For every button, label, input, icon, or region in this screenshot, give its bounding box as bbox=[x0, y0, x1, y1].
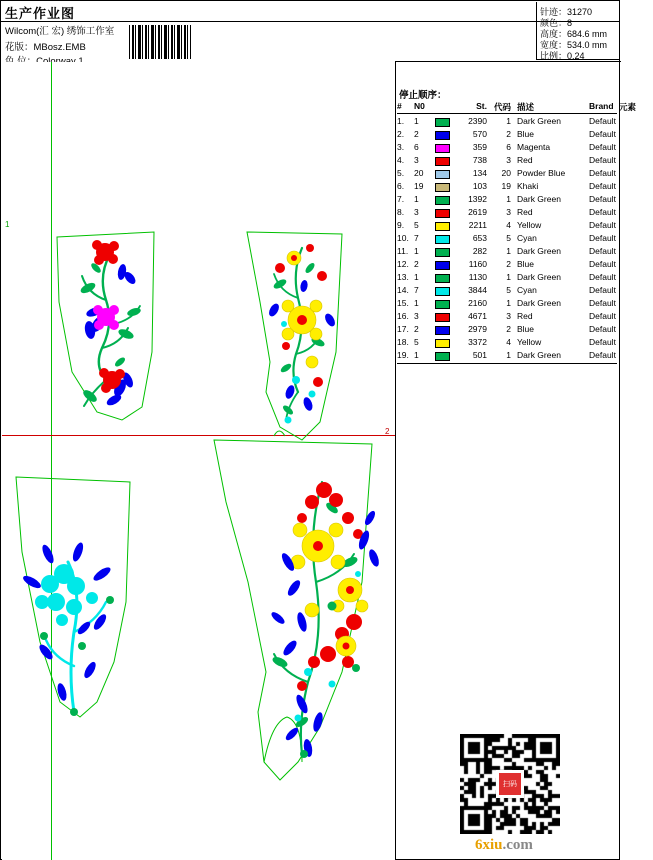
design-file-row bbox=[5, 39, 86, 53]
table-row[interactable] bbox=[397, 324, 619, 337]
color-swatch bbox=[435, 144, 450, 153]
row-no: 5 bbox=[414, 337, 419, 347]
row-no: 7 bbox=[414, 285, 419, 295]
color-swatch bbox=[435, 183, 450, 192]
row-index: 3. bbox=[397, 142, 405, 152]
row-code: 1 bbox=[506, 116, 511, 126]
row-code: 5 bbox=[506, 285, 511, 295]
row-index: 13. bbox=[397, 272, 409, 282]
color-swatch bbox=[435, 235, 450, 244]
row-description: Blue bbox=[517, 324, 535, 334]
row-code: 3 bbox=[506, 207, 511, 217]
stop-list-rows bbox=[397, 116, 619, 363]
header-description: 描述 bbox=[517, 102, 535, 112]
row-index: 16. bbox=[397, 311, 409, 321]
row-stitches: 501 bbox=[472, 350, 487, 360]
row-index: 8. bbox=[397, 207, 405, 217]
row-brand: Default bbox=[589, 194, 616, 204]
row-index: 17. bbox=[397, 324, 409, 334]
meta-scale-label: 比例： bbox=[540, 51, 568, 61]
meta-height-value: 684.6 mm bbox=[567, 29, 608, 39]
row-stitches: 570 bbox=[472, 129, 487, 139]
row-description: Khaki bbox=[517, 181, 539, 191]
row-stitches: 738 bbox=[472, 155, 487, 165]
meta-height-label: 高度： bbox=[540, 29, 568, 39]
row-stitches: 4671 bbox=[468, 311, 487, 321]
row-code: 1 bbox=[506, 272, 511, 282]
page-title: 生产作业图 bbox=[5, 6, 76, 21]
row-no: 1 bbox=[414, 194, 419, 204]
row-index: 10. bbox=[397, 233, 409, 243]
table-row[interactable] bbox=[397, 311, 619, 324]
color-swatch bbox=[435, 131, 450, 140]
list-bottom-divider bbox=[397, 363, 617, 364]
row-stitches: 103 bbox=[472, 181, 487, 191]
color-swatch bbox=[435, 222, 450, 231]
row-description: Red bbox=[517, 155, 533, 165]
color-swatch bbox=[435, 339, 450, 348]
row-brand: Default bbox=[589, 142, 616, 152]
row-stitches: 1160 bbox=[468, 259, 487, 269]
row-description: Dark Green bbox=[517, 116, 561, 126]
qr-center-badge bbox=[496, 770, 524, 798]
row-index: 14. bbox=[397, 285, 409, 295]
row-no: 1 bbox=[414, 116, 419, 126]
stop-sequence-title: 停止顺序： bbox=[399, 90, 447, 101]
row-description: Yellow bbox=[517, 220, 542, 230]
row-no: 1 bbox=[414, 246, 419, 256]
row-description: Red bbox=[517, 311, 533, 321]
color-swatch bbox=[435, 209, 450, 218]
row-brand: Default bbox=[589, 168, 616, 178]
row-code: 6 bbox=[506, 142, 511, 152]
color-swatch bbox=[435, 352, 450, 361]
row-description: Dark Green bbox=[517, 246, 561, 256]
row-code: 2 bbox=[506, 129, 511, 139]
row-description: Red bbox=[517, 207, 533, 217]
row-code: 2 bbox=[506, 259, 511, 269]
row-index: 11. bbox=[397, 246, 409, 256]
row-index: 2. bbox=[397, 129, 405, 139]
row-stitches: 3844 bbox=[468, 285, 487, 295]
row-no: 1 bbox=[414, 298, 419, 308]
row-description: Dark Green bbox=[517, 272, 561, 282]
row-index: 1. bbox=[397, 116, 405, 126]
list-top-divider bbox=[395, 61, 621, 62]
row-code: 1 bbox=[506, 246, 511, 256]
row-description: Magenta bbox=[517, 142, 551, 152]
row-brand: Default bbox=[589, 259, 616, 269]
table-row[interactable] bbox=[397, 207, 619, 220]
table-row[interactable] bbox=[397, 168, 619, 181]
row-stitches: 359 bbox=[472, 142, 487, 152]
table-row[interactable] bbox=[397, 194, 619, 207]
row-description: Blue bbox=[517, 259, 535, 269]
table-row[interactable] bbox=[397, 220, 619, 233]
row-stitches: 2160 bbox=[468, 298, 487, 308]
row-brand: Default bbox=[589, 246, 616, 256]
row-code: 20 bbox=[501, 168, 511, 178]
row-description: Dark Green bbox=[517, 194, 561, 204]
row-stitches: 1392 bbox=[468, 194, 487, 204]
row-stitches: 3372 bbox=[468, 337, 487, 347]
row-index: 7. bbox=[397, 194, 405, 204]
row-code: 4 bbox=[506, 220, 511, 230]
row-brand: Default bbox=[589, 181, 616, 191]
axis-label-2: 2 bbox=[385, 427, 390, 436]
header-code: 代码 bbox=[493, 102, 511, 112]
color-swatch bbox=[435, 157, 450, 166]
row-code: 19 bbox=[501, 181, 511, 191]
row-brand: Default bbox=[589, 116, 616, 126]
table-row[interactable] bbox=[397, 285, 619, 298]
row-brand: Default bbox=[589, 129, 616, 139]
row-code: 1 bbox=[506, 350, 511, 360]
row-index: 19. bbox=[397, 350, 409, 360]
table-row[interactable] bbox=[397, 298, 619, 311]
design-canvas[interactable] bbox=[2, 62, 395, 860]
table-row[interactable] bbox=[397, 259, 619, 272]
row-code: 1 bbox=[506, 298, 511, 308]
row-description: Blue bbox=[517, 129, 535, 139]
header-no: N0 bbox=[414, 101, 425, 111]
header-index: # bbox=[397, 101, 402, 111]
row-code: 5 bbox=[506, 233, 511, 243]
table-row[interactable] bbox=[397, 350, 619, 363]
meta-width-value: 534.0 mm bbox=[567, 40, 608, 50]
row-description: Cyan bbox=[517, 233, 537, 243]
row-brand: Default bbox=[589, 220, 616, 230]
color-swatch bbox=[435, 261, 450, 270]
row-stitches: 1130 bbox=[468, 272, 487, 282]
company-name: Wilcom(汇 宏) 绣饰工作室 bbox=[5, 26, 115, 37]
panel-divider bbox=[395, 61, 396, 860]
list-header-divider bbox=[397, 113, 617, 114]
row-no: 3 bbox=[414, 311, 419, 321]
row-brand: Default bbox=[589, 337, 616, 347]
row-code: 4 bbox=[506, 337, 511, 347]
embroidery-artwork bbox=[2, 62, 395, 860]
color-swatch bbox=[435, 300, 450, 309]
row-brand: Default bbox=[589, 285, 616, 295]
row-stitches: 282 bbox=[472, 246, 487, 256]
color-swatch bbox=[435, 274, 450, 283]
row-no: 2 bbox=[414, 129, 419, 139]
row-index: 15. bbox=[397, 298, 409, 308]
row-no: 3 bbox=[414, 155, 419, 165]
table-row[interactable] bbox=[397, 272, 619, 285]
table-row[interactable] bbox=[397, 142, 619, 155]
barcode-icon bbox=[129, 25, 191, 59]
meta-stitches-value: 31270 bbox=[567, 7, 593, 17]
row-brand: Default bbox=[589, 207, 616, 217]
qr-center-text: 扫码 bbox=[499, 773, 521, 795]
color-swatch bbox=[435, 118, 450, 127]
row-description: Cyan bbox=[517, 285, 537, 295]
header-vertical-divider bbox=[536, 2, 537, 59]
row-no: 2 bbox=[414, 324, 419, 334]
row-code: 3 bbox=[506, 311, 511, 321]
row-no: 7 bbox=[414, 233, 419, 243]
row-description: Dark Green bbox=[517, 350, 561, 360]
row-stitches: 2619 bbox=[468, 207, 487, 217]
row-brand: Default bbox=[589, 324, 616, 334]
color-swatch bbox=[435, 326, 450, 335]
row-stitches: 2211 bbox=[468, 220, 487, 230]
row-stitches: 2979 bbox=[468, 324, 487, 334]
row-brand: Default bbox=[589, 350, 616, 360]
header-extra: 元素 bbox=[619, 102, 637, 112]
meta-stitches-label: 针迹： bbox=[540, 7, 568, 17]
table-row[interactable] bbox=[397, 246, 619, 259]
table-row[interactable] bbox=[397, 155, 619, 168]
row-no: 3 bbox=[414, 207, 419, 217]
color-swatch bbox=[435, 313, 450, 322]
row-code: 2 bbox=[506, 324, 511, 334]
row-stitches: 2390 bbox=[468, 116, 487, 126]
row-index: 9. bbox=[397, 220, 405, 230]
color-swatch bbox=[435, 170, 450, 179]
watermark-brand: 6xiu bbox=[475, 837, 503, 853]
row-no: 5 bbox=[414, 220, 419, 230]
meta-colors-value: 8 bbox=[567, 18, 573, 28]
header-divider bbox=[1, 21, 619, 22]
watermark-domain: .com bbox=[502, 837, 533, 853]
row-index: 5. bbox=[397, 168, 405, 178]
row-brand: Default bbox=[589, 155, 616, 165]
row-code: 1 bbox=[506, 194, 511, 204]
row-no: 2 bbox=[414, 259, 419, 269]
axis-label-1: 1 bbox=[5, 220, 10, 229]
header-brand: Brand bbox=[589, 101, 614, 111]
row-no: 1 bbox=[414, 272, 419, 282]
row-no: 1 bbox=[414, 350, 419, 360]
meta-width-label: 宽度： bbox=[540, 40, 568, 50]
row-no: 20 bbox=[414, 168, 424, 178]
row-stitches: 134 bbox=[472, 168, 487, 178]
meta-colors-label: 颜色： bbox=[540, 18, 568, 28]
meta-scale-value: 0.24 bbox=[567, 51, 585, 61]
row-no: 6 bbox=[414, 142, 419, 152]
row-brand: Default bbox=[589, 233, 616, 243]
row-index: 12. bbox=[397, 259, 409, 269]
row-description: Dark Green bbox=[517, 298, 561, 308]
row-brand: Default bbox=[589, 298, 616, 308]
row-no: 19 bbox=[414, 181, 424, 191]
table-row[interactable] bbox=[397, 129, 619, 142]
color-swatch bbox=[435, 248, 450, 257]
row-description: Powder Blue bbox=[517, 168, 566, 178]
qr-code[interactable] bbox=[460, 734, 560, 834]
table-row[interactable] bbox=[397, 116, 619, 129]
row-description: Yellow bbox=[517, 337, 542, 347]
color-swatch bbox=[435, 287, 450, 296]
row-index: 6. bbox=[397, 181, 405, 191]
design-file-label: 花版： bbox=[5, 42, 34, 53]
watermark bbox=[475, 837, 533, 854]
row-index: 18. bbox=[397, 337, 409, 347]
row-code: 3 bbox=[506, 155, 511, 165]
table-row[interactable] bbox=[397, 337, 619, 350]
header-stitches: St. bbox=[476, 101, 487, 111]
row-brand: Default bbox=[589, 311, 616, 321]
color-swatch bbox=[435, 196, 450, 205]
row-index: 4. bbox=[397, 155, 405, 165]
table-row[interactable] bbox=[397, 233, 619, 246]
table-row[interactable] bbox=[397, 181, 619, 194]
row-brand: Default bbox=[589, 272, 616, 282]
row-stitches: 653 bbox=[472, 233, 487, 243]
design-file-value: MBosz.EMB bbox=[33, 42, 86, 53]
